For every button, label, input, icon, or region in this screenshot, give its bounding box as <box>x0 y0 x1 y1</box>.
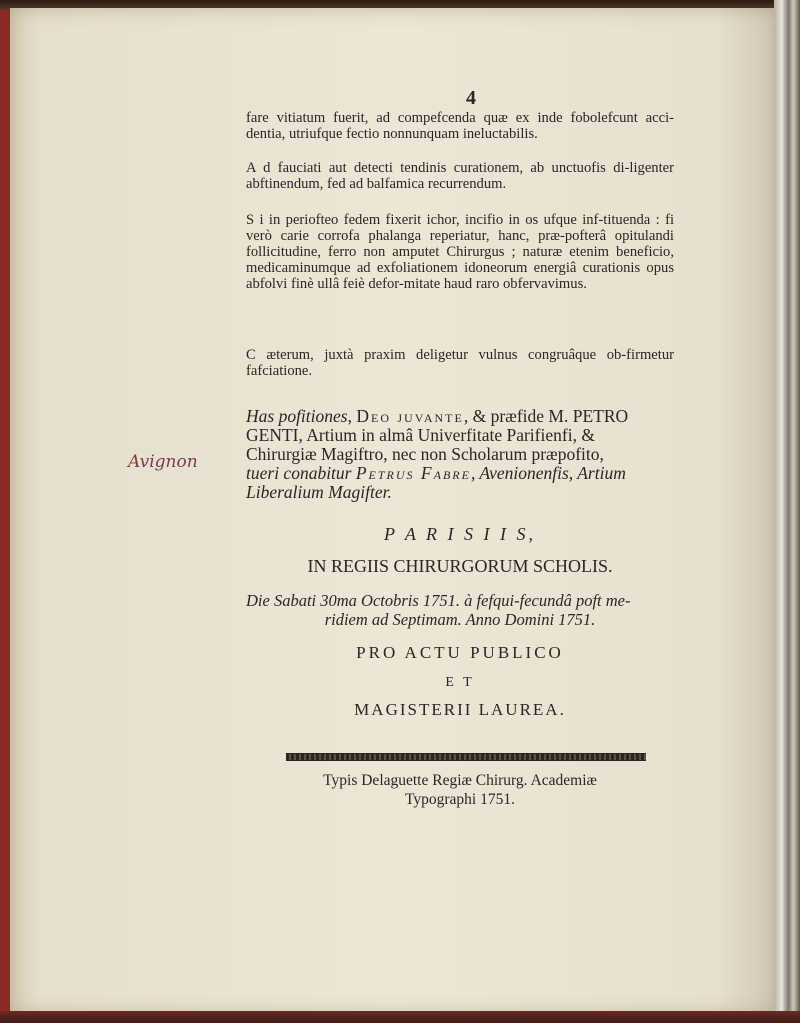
dedication-deo: Deo juvante <box>356 406 464 426</box>
imprint-place: IN REGIIS CHIRURGORUM SCHOLIS. <box>307 556 613 576</box>
page-number: 4 <box>466 87 476 109</box>
book-spine <box>774 0 800 1023</box>
dedication-theses: Has pofitiones <box>246 406 348 426</box>
dedication-line-3: Chirurgiæ Magiftro, nec non Scholarum præpofito, <box>246 444 604 464</box>
paragraph-3: S i in periofteo fedem fixerit ichor, incifio in os ufque inf-tituenda : fi verò carie corrofa phalanga reperiatur, hanc, præ-pofterâ opitulandi follicitudine, ferro non amputet Chirurgus ; naturæ etenim beneficio, medicaminumque ad exfoliationem idoneorum energiâ curationis opus abfolvi finè ullâ feiè defor-mitate haud raro obfervavimus. <box>246 212 674 292</box>
dedication-line-4 <box>246 464 674 483</box>
book-edge-bottom <box>0 1011 800 1023</box>
magisterii-laurea: MAGISTERII LAUREA. <box>354 700 566 719</box>
margin-handwritten-note: Avignon <box>128 452 198 472</box>
dedication-praeside: , & præfide M. PETRO <box>463 406 629 426</box>
dedication-origin: , Avenionenfis, Artium <box>470 463 626 483</box>
imprint-date-line-2: ridiem ad Septimam. Anno Domini 1751. <box>324 610 596 629</box>
paragraph-1: fare vitiatum fuerit, ad compefcenda quæ ex inde fobolefcunt acci-dentia, utriufque fectio nonnunquam ineluctabilis. <box>246 110 674 142</box>
imprint-city: P A R I S I I S, <box>384 524 536 544</box>
page-paper <box>10 8 778 1014</box>
printer-line-2: Typographi 1751. <box>405 791 515 808</box>
dedication-line-5: Liberalium Magifter. <box>246 482 392 502</box>
dedication-line-1: Has pofitiones, Deo juvante, & præfide M. PETRO <box>246 406 629 426</box>
paragraph-2: A d fauciati aut detecti tendinis curationem, ab unctuofis di-ligenter abftinendum, fed ad balfamica recurrendum. <box>246 160 674 192</box>
dedication-line-2: GENTI, Artium in almâ Univerfitate Parifienfi, & <box>246 425 595 445</box>
imprint-date-line-1: Die Sabati 30ma Octobris 1751. à fefqui-fecundâ poft me- <box>246 591 631 610</box>
printer-line-1: Typis Delaguette Regiæ Chirurg. Academiæ <box>323 772 597 789</box>
et-conjunction: E T <box>445 675 475 690</box>
dedication-author: Petrus Fabre <box>355 463 471 483</box>
paragraph-4: C æterum, juxtà praxim deligetur vulnus congruâque ob-firmetur fafciatione. <box>246 347 674 379</box>
dedication-conabitur: tueri conabitur <box>246 463 352 483</box>
ornamental-rule <box>286 753 646 761</box>
pro-actu-publico: PRO ACTU PUBLICO <box>356 643 564 662</box>
